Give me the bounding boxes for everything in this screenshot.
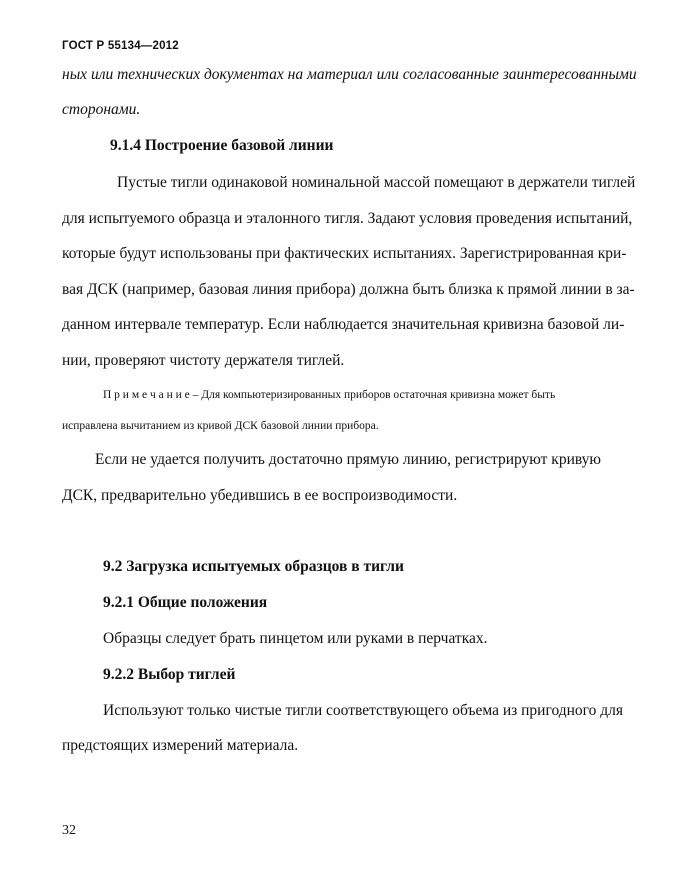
paragraph-line: ДСК, предварительно убедившись в ее воспроизводимости. [62,487,458,504]
note-line-2: исправлена вычитанием из кривой ДСК базовой линии прибора. [62,420,379,432]
paragraph-line: для испытуемого образца и эталонного тигля. Задают условия проведения испытаний, [62,210,633,227]
paragraph-line: Используют только чистые тигли соответствующего объема из пригодного для [103,702,624,719]
paragraph-line: Если не удается получить достаточно прямую линию, регистрируют кривую [95,451,601,468]
standard-header: ГОСТ Р 55134—2012 [62,40,179,52]
paragraph-line: предстоящих измерений материала. [62,737,299,754]
paragraph-line: Образцы следует брать пинцетом или руками в перчатках. [103,630,488,647]
paragraph-line: Пустые тигли одинаковой номинальной массой помещают в держатели тиглей [117,174,636,191]
heading-9-1-4: 9.1.4 Построение базовой линии [110,137,334,154]
note-text: – Для компьютеризированных приборов остаточная кривизна может быть [189,389,556,401]
paragraph-line: нии, проверяют чистоту держателя тиглей. [62,352,345,369]
intro-line-2: сторонами. [62,101,141,118]
paragraph-line: вая ДСК (например, базовая линия прибора) должна быть близка к прямой линии в за- [62,281,635,298]
paragraph-line: которые будут использованы при фактических испытаниях. Зарегистрированная кри- [62,245,627,262]
heading-9-2: 9.2 Загрузка испытуемых образцов в тигли [103,558,404,575]
note-line-1 [103,389,555,401]
page-number: 32 [62,823,76,838]
paragraph-line: данном интервале температур. Если наблюдается значительная кривизна базовой ли- [62,316,625,333]
heading-9-2-1: 9.2.1 Общие положения [103,594,268,611]
heading-9-2-2: 9.2.2 Выбор тиглей [103,666,236,683]
note-label: П р и м е ч а н и е [103,389,190,401]
intro-line-1: ных или технических документах на материал или согласованные заинтересованными [62,66,637,83]
